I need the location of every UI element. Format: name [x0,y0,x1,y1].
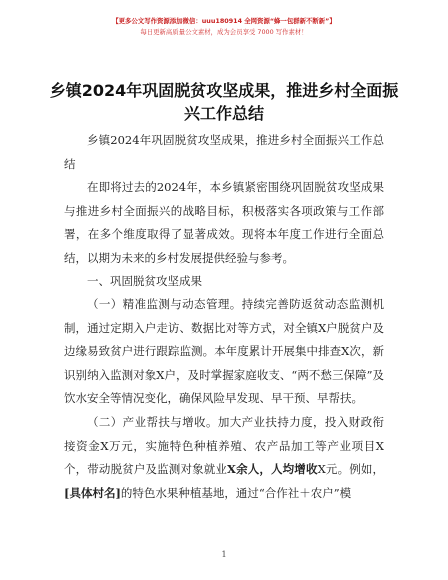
section-2-bold-1: X余人，人均增收 [227,462,318,476]
opening-paragraph: 在即将过去的2024年，本乡镇紧密围绕巩固脱贫攻坚成果与推进乡村全面振兴的战略目标，积极落实各项政策与工作部署，在多个维度取得了显著成效。现将本年度工作进行全面总结，以期为未来的乡村发展提供经验与参考。 [64,180,384,265]
section-2-text-3: 的特色水果种植基地，通过“合作社＋农户”模 [120,485,352,500]
promo-banner-line-2: 每日更新高质量公文素材，成为会员享受 7000 写作素材！ [140,28,308,36]
document-title: 乡镇2024年巩固脱贫攻坚成果，推进乡村全面振兴工作总结 [49,81,399,123]
page-number: 1 [221,550,227,559]
section-2-bold-2: [具体村名] [64,485,121,500]
section-2-text-2: X元。例如， [317,462,385,476]
section-1-paragraph: （一）精准监测与动态管理。持续完善防返贫动态监测机制，通过定期入户走访、数据比对等方式，对全镇X户脱贫户及边缘易致贫户进行跟踪监测。本年度累计开展集中排查X次，新识别纳入监测对象X户，及时掌握家庭收支、“两不愁三保障”及饮水安全等情况变化，确保风险早发现、早干预、早帮扶。 [64,297,384,405]
promo-banner-line-1: 【更多公文写作资源添加微信：uuu180914 全网资源“蜂一包群新不断新”】 [112,17,336,25]
section-heading: 一、巩固脱贫攻坚成果 [87,274,202,288]
section-2-text-1: （二）产业帮扶与增收。加大产业扶持力度，投入财政衔接资金X万元，实施特色种植养殖、农产品加工等产业项目X个，带动脱贫户及监测对象就业 [64,415,384,476]
section-2-paragraph [64,411,384,505]
intro-paragraph: 乡镇2024年巩固脱贫攻坚成果，推进乡村全面振兴工作总结 [64,133,384,171]
